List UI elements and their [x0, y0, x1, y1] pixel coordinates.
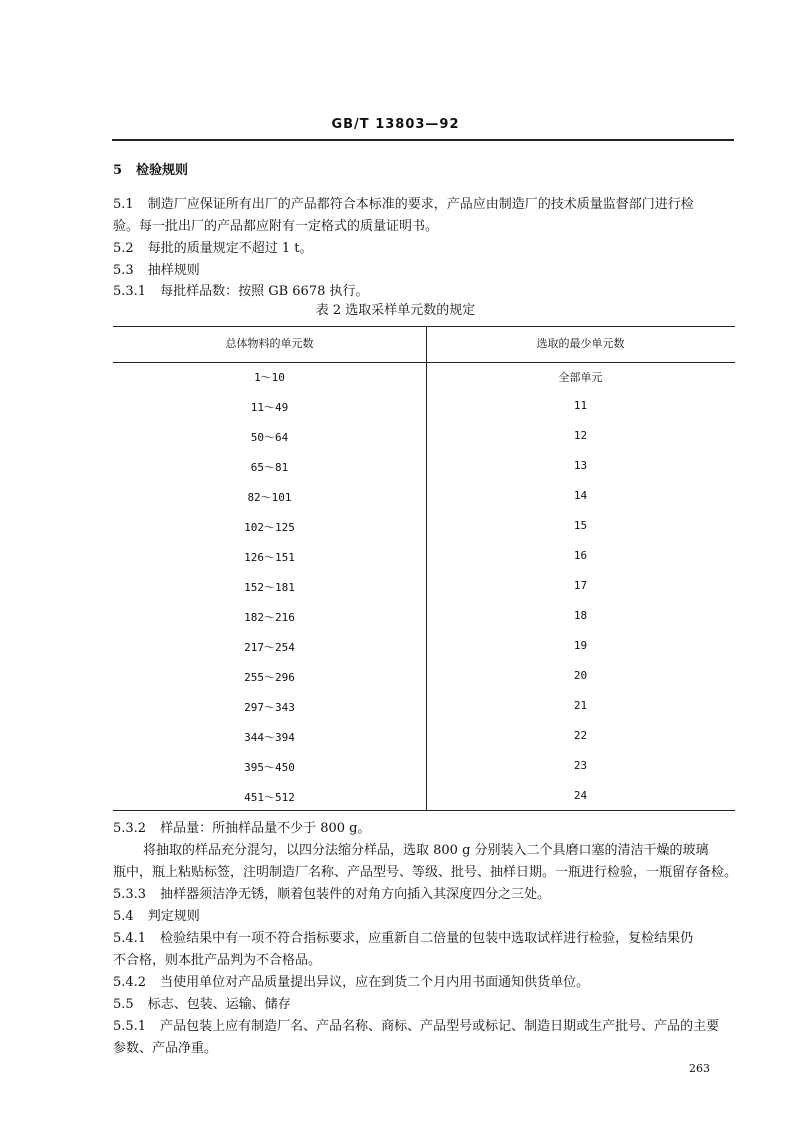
clause-text: 每批样品数：按照 GB 6678 执行。 — [160, 284, 369, 299]
min-units-cell: 16 — [573, 549, 588, 562]
clause-number: 5.5.1 — [113, 1019, 147, 1034]
min-units-cell: 24 — [573, 789, 588, 802]
total-units-cell: 344～394 — [244, 731, 295, 744]
min-units-cell: 14 — [573, 489, 588, 502]
table-row — [113, 639, 735, 657]
clause-text: 每批的质量规定不超过 1 t。 — [147, 241, 313, 256]
clause-text: 当使用单位对产品质量提出异议，应在到货二个月内用书面通知供货单位。 — [160, 975, 590, 990]
min-units-cell: 全部单元 — [558, 371, 603, 384]
table-row — [113, 789, 735, 807]
table-bottom-rule — [113, 810, 735, 811]
min-units-cell: 22 — [573, 729, 588, 742]
table-row — [113, 399, 735, 417]
total-units-cell: 451～512 — [244, 791, 295, 804]
clause-text: 抽样规则 — [147, 263, 200, 278]
clause-text: 样品量：所抽样品量不少于 800 g。 — [160, 821, 371, 836]
min-units-cell: 20 — [573, 669, 588, 682]
clause-text: 抽样器须洁净无锈，顺着包装件的对角方向插入其深度四分之三处。 — [160, 887, 551, 902]
clause-number: 5.4.2 — [113, 975, 147, 990]
table-row — [113, 729, 735, 747]
clause-5-5-1 — [113, 1016, 738, 1038]
clause-text: 检验结果中有一项不符合指标要求，应重新自二倍量的包装中选取试样进行检验，复检结果仍 — [160, 931, 694, 946]
table-row — [113, 369, 735, 387]
table-row — [113, 759, 735, 777]
clause-5-1-continued: 验。每一批出厂的产品都应附有一定格式的质量证明书。 — [113, 219, 439, 234]
clause-5-4-2 — [113, 972, 738, 994]
clause-text: 标志、包装、运输、储存 — [147, 997, 291, 1012]
clause-number: 5.5 — [113, 997, 134, 1012]
min-units-cell: 21 — [573, 699, 588, 712]
clause-5-3 — [113, 260, 738, 282]
total-units-cell: 255～296 — [244, 671, 295, 684]
min-units-cell: 11 — [573, 399, 588, 412]
table-row — [113, 519, 735, 537]
clause-5-3-2 — [113, 818, 738, 840]
clause-number: 5.4 — [113, 909, 134, 924]
table-row — [113, 669, 735, 687]
min-units-cell: 13 — [573, 459, 588, 472]
min-units-cell: 23 — [573, 759, 588, 772]
total-units-cell: 82～101 — [247, 491, 292, 504]
total-units-cell: 102～125 — [244, 521, 295, 534]
clause-number: 5.2 — [113, 241, 134, 256]
clause-text: 产品包装上应有制造厂名、产品名称、商标、产品型号或标记、制造日期或生产批号、产品的主要 — [160, 1019, 720, 1034]
total-units-cell: 297～343 — [244, 701, 295, 714]
table-row — [113, 429, 735, 447]
total-units-cell: 126～151 — [244, 551, 295, 564]
min-units-cell: 18 — [573, 609, 588, 622]
table-row — [113, 699, 735, 717]
clause-5-4 — [113, 906, 738, 928]
clause-5-3-3 — [113, 884, 738, 906]
clause-5-4-1-continued: 不合格，则本批产品判为不合格品。 — [113, 953, 322, 968]
table-row — [113, 489, 735, 507]
clause-number: 5.4.1 — [113, 931, 147, 946]
page-header: GB/T 13803—92 — [331, 117, 460, 132]
total-units-cell: 217～254 — [244, 641, 295, 654]
total-units-cell: 182～216 — [244, 611, 295, 624]
min-units-cell: 17 — [573, 579, 588, 592]
table-header-left: 总体物料的单元数 — [225, 337, 314, 350]
total-units-cell: 152～181 — [244, 581, 295, 594]
clause-number: 5.3.3 — [113, 887, 147, 902]
min-units-cell: 19 — [573, 639, 588, 652]
table-header-right: 选取的最少单元数 — [536, 337, 625, 350]
clause-number: 5.3 — [113, 263, 134, 278]
clause-number: 5.3.2 — [113, 821, 147, 836]
clause-5-3-2-para-line1: 将抽取的样品充分混匀，以四分法缩分样品，选取 800 g 分别装入二个具磨口塞的清洁干燥的玻璃 — [143, 843, 709, 858]
clause-text: 判定规则 — [147, 909, 200, 924]
clause-5-1 — [113, 194, 738, 216]
clause-number: 5.3.1 — [113, 284, 147, 299]
total-units-cell: 65～81 — [250, 461, 289, 474]
table-row — [113, 579, 735, 597]
total-units-cell: 1～10 — [254, 371, 285, 384]
clause-5-5-1-continued: 参数、产品净重。 — [113, 1041, 218, 1056]
table-caption: 表 2 选取采样单元数的规定 — [315, 303, 476, 318]
page-number: 263 — [689, 1062, 710, 1075]
min-units-cell: 15 — [573, 519, 588, 532]
total-units-cell: 11～49 — [250, 401, 289, 414]
clause-number: 5.1 — [113, 197, 134, 212]
section-title: 检验规则 — [136, 163, 189, 178]
header-rule — [112, 139, 734, 141]
section-number: 5 — [113, 163, 123, 178]
section-5-heading — [113, 160, 738, 182]
clause-5-5 — [113, 994, 738, 1016]
table-top-rule — [113, 326, 735, 327]
total-units-cell: 395～450 — [244, 761, 295, 774]
min-units-cell: 12 — [573, 429, 588, 442]
table-row — [113, 609, 735, 627]
clause-5-2 — [113, 238, 738, 260]
clause-5-4-1 — [113, 928, 738, 950]
clause-5-3-2-para-line2: 瓶中，瓶上粘贴标签，注明制造厂名称、产品型号、等级、批号、抽样日期。一瓶进行检验，一瓶留存备检。 — [113, 865, 738, 880]
table-header-rule — [113, 362, 735, 363]
total-units-cell: 50～64 — [250, 431, 289, 444]
table-row — [113, 549, 735, 567]
table-row — [113, 459, 735, 477]
clause-text: 制造厂应保证所有出厂的产品都符合本标准的要求，产品应由制造厂的技术质量监督部门进行检 — [147, 197, 694, 212]
